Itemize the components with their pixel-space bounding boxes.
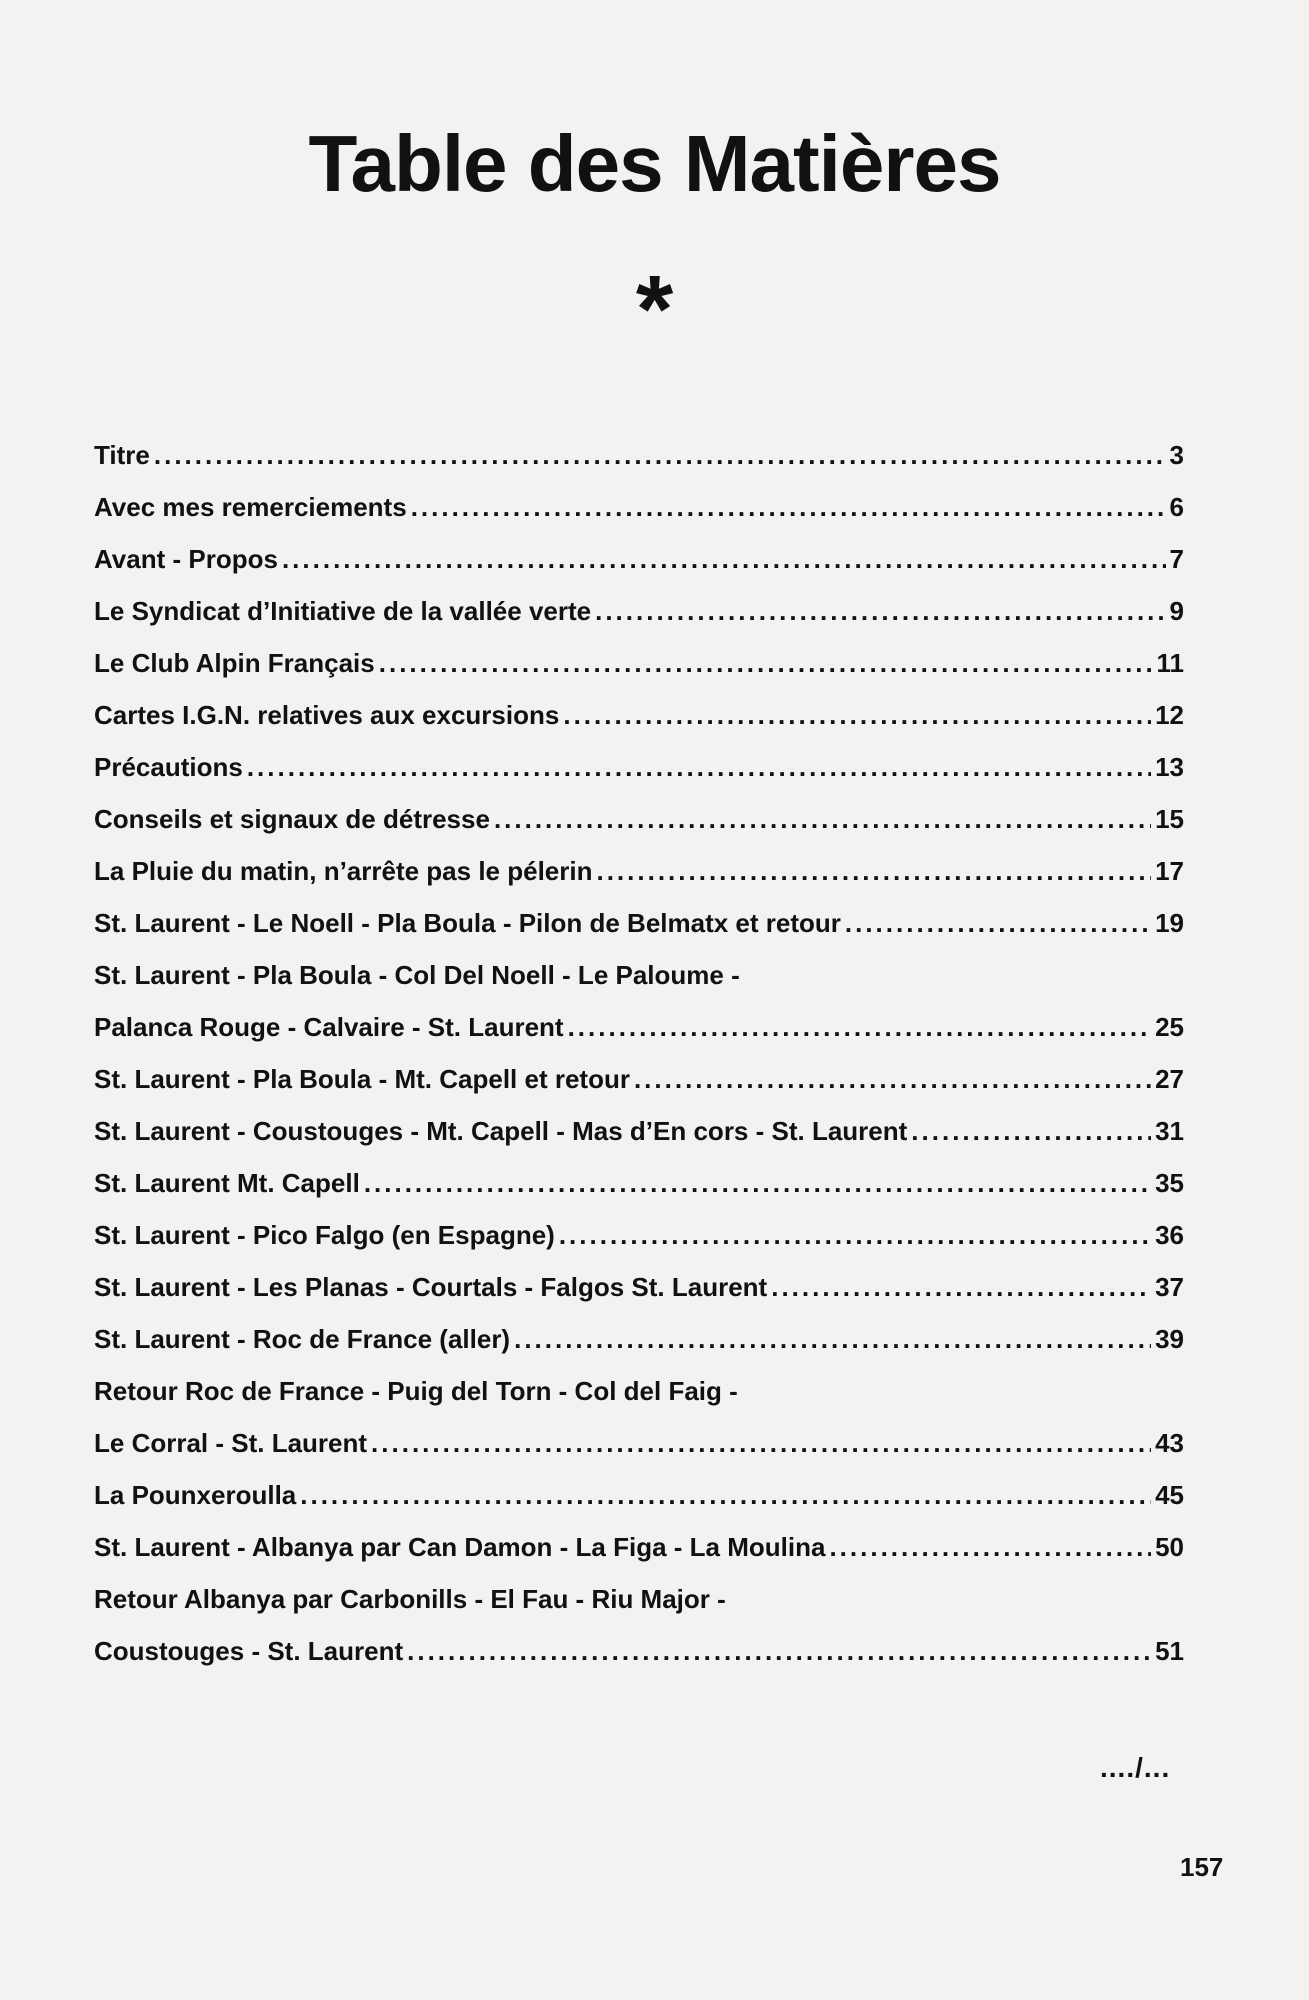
toc-entry [94,752,1184,804]
toc-entry-page: 17 [1155,856,1184,886]
dot-leader [559,1220,1151,1251]
toc-entry-title: Retour Roc de France - Puig del Torn - Col del Faig - [94,1376,738,1406]
dot-leader [282,544,1166,575]
toc-entry-title: St. Laurent - Pla Boula - Mt. Capell et retour [94,1064,630,1094]
toc-entry-page: 25 [1155,1012,1184,1042]
toc-entry [94,1168,1184,1220]
toc-entry-page: 15 [1155,804,1184,834]
dot-leader [634,1064,1151,1095]
toc-entry [94,1636,1184,1688]
toc-entry-title: La Pounxeroulla [94,1480,297,1510]
toc-entry [94,856,1184,908]
toc-entry-title: St. Laurent - Pla Boula - Col Del Noell - Le Paloume - [94,960,740,990]
toc-entry-title: La Pluie du matin, n’arrête pas le pélerin [94,856,593,886]
toc-entry-title: Coustouges - St. Laurent [94,1636,404,1666]
toc-entry [94,1116,1184,1168]
toc-entry [94,596,1184,648]
toc-entry-title: Le Corral - St. Laurent [94,1428,368,1458]
toc-entry [94,1428,1184,1480]
toc-entry [94,1376,1184,1428]
dot-leader [563,700,1151,731]
toc-entry-title: Avec mes remerciements [94,492,407,522]
toc-entry-page: 3 [1169,440,1184,470]
toc-entry-page: 27 [1155,1064,1184,1094]
dot-leader [407,1636,1151,1667]
toc-entry-title: Titre [94,440,150,470]
toc-entry-title: Cartes I.G.N. relatives aux excursions [94,700,560,730]
toc-entry-page: 45 [1155,1480,1184,1510]
dot-leader [595,596,1165,627]
dot-leader [247,752,1151,783]
dot-leader [300,1480,1151,1511]
toc-entry-title: St. Laurent - Coustouges - Mt. Capell - Mas d’En cors - St. Laurent [94,1116,908,1146]
dot-leader [568,1012,1152,1043]
toc-entry-page: 36 [1155,1220,1184,1250]
toc-entry-page: 13 [1155,752,1184,782]
toc-entry-title: St. Laurent - Albanya par Can Damon - La Figa - La Moulina [94,1532,826,1562]
toc-entry-page: 11 [1156,648,1184,678]
toc-entry [94,960,1184,1012]
asterisk-ornament: * [635,256,674,363]
toc-entry-title: Le Syndicat d’Initiative de la vallée verte [94,596,592,626]
toc-entry [94,1532,1184,1584]
toc-entry [94,908,1184,960]
toc-entry-title: Précautions [94,752,243,782]
toc-entry-page: 7 [1169,544,1184,574]
table-of-contents [94,440,1184,1688]
toc-entry [94,1324,1184,1376]
toc-entry [94,1480,1184,1532]
toc-entry [94,492,1184,544]
toc-entry-title: Le Club Alpin Français [94,648,375,678]
toc-entry [94,1064,1184,1116]
toc-entry-title: Conseils et signaux de détresse [94,804,490,834]
dot-leader [845,908,1151,939]
toc-entry [94,544,1184,596]
continuation-mark: ..../... [1100,1752,1171,1783]
toc-entry [94,804,1184,856]
dot-leader [364,1168,1151,1199]
toc-entry-page: 12 [1155,700,1184,730]
toc-entry-title: Palanca Rouge - Calvaire - St. Laurent [94,1012,564,1042]
dot-leader [494,804,1151,835]
toc-entry-page: 51 [1155,1636,1184,1666]
dot-leader [829,1532,1151,1563]
dot-leader [911,1116,1151,1147]
toc-entry-title: Avant - Propos [94,544,278,574]
toc-entry [94,700,1184,752]
toc-entry-title: St. Laurent - Roc de France (aller) [94,1324,511,1354]
toc-entry-title: Retour Albanya par Carbonills - El Fau - Riu Major - [94,1584,726,1614]
dot-leader [771,1272,1151,1303]
dot-leader [371,1428,1151,1459]
toc-entry-page: 31 [1155,1116,1184,1146]
toc-entry-title: St. Laurent Mt. Capell [94,1168,360,1198]
page-title: Table des Matières [308,119,1001,208]
toc-entry-page: 37 [1155,1272,1184,1302]
toc-entry [94,440,1184,492]
dot-leader [596,856,1151,887]
toc-entry-page: 43 [1155,1428,1184,1458]
toc-entry [94,1584,1184,1636]
page-number: 157 [1180,1852,1224,1882]
dot-leader [154,440,1166,471]
toc-entry-page: 35 [1155,1168,1184,1198]
toc-entry-page: 9 [1169,596,1184,626]
toc-entry-title: St. Laurent - Le Noell - Pla Boula - Pilon de Belmatx et retour [94,908,841,938]
toc-entry-page: 39 [1155,1324,1184,1354]
dot-leader [514,1324,1151,1355]
toc-entry-title: St. Laurent - Les Planas - Courtals - Falgos St. Laurent [94,1272,768,1302]
toc-entry-page: 50 [1155,1532,1184,1562]
toc-entry-page: 6 [1169,492,1184,522]
toc-entry-page: 19 [1155,908,1184,938]
toc-entry [94,1272,1184,1324]
dot-leader [379,648,1153,679]
toc-entry-title: St. Laurent - Pico Falgo (en Espagne) [94,1220,555,1250]
toc-entry [94,648,1184,700]
toc-entry [94,1012,1184,1064]
dot-leader [411,492,1166,523]
toc-entry [94,1220,1184,1272]
